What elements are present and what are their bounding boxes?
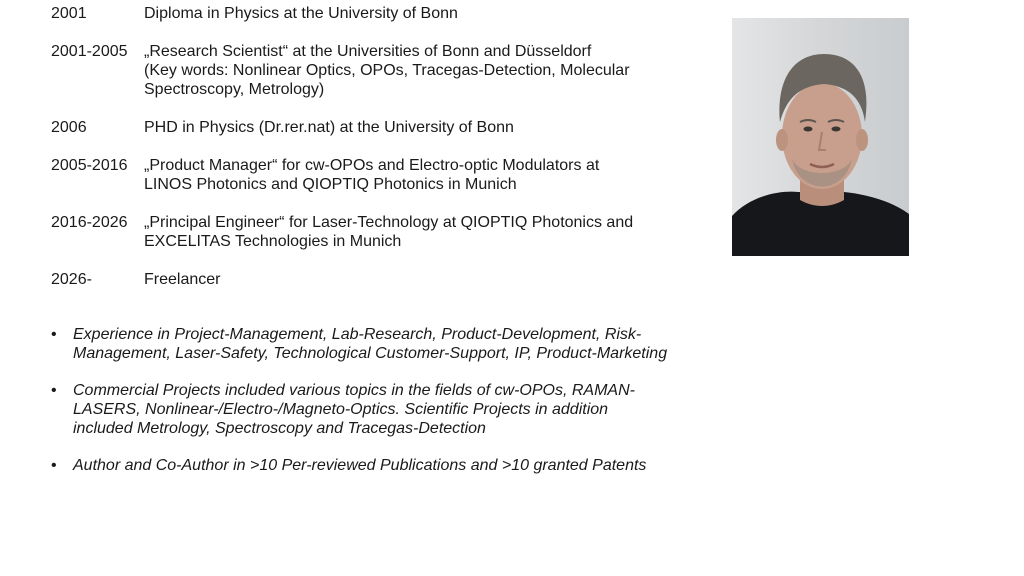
entry-line: PHD in Physics (Dr.rer.nat) at the University of Bonn <box>144 119 514 136</box>
entry-description <box>144 156 691 194</box>
entry-description <box>144 118 691 137</box>
bullet-line: included Metrology, Spectroscopy and Tracegas-Detection <box>73 420 486 437</box>
bullet-line: Experience in Project-Management, Lab-Research, Product-Development, Risk- <box>73 326 642 343</box>
bullet-line: Management, Laser-Safety, Technological Customer-Support, IP, Product-Marketing <box>73 345 668 362</box>
bullet-text <box>73 456 731 475</box>
entry-line: „Principal Engineer“ for Laser-Technology at QIOPTIQ Photonics and <box>144 214 634 231</box>
entry-year: 2001 <box>51 5 87 22</box>
career-timeline <box>51 4 691 308</box>
bullet-text <box>73 325 731 363</box>
bullet-icon: • <box>51 457 57 474</box>
entry-line: „Product Manager“ for cw-OPOs and Electro-optic Modulators at <box>144 157 600 174</box>
entry-line: „Research Scientist“ at the Universities of Bonn and Düsseldorf <box>144 43 592 60</box>
entry-year: 2016-2026 <box>51 214 128 231</box>
entry-line: Diploma in Physics at the University of Bonn <box>144 5 458 22</box>
bullet-icon: • <box>51 382 57 399</box>
bullet-line: Commercial Projects included various topics in the fields of cw-OPOs, RAMAN- <box>73 382 635 399</box>
entry-year: 2006 <box>51 119 87 136</box>
bullet-line: LASERS, Nonlinear-/Electro-/Magneto-Optics. Scientific Projects in addition <box>73 401 609 418</box>
list-item <box>51 325 731 363</box>
entry-description <box>144 270 691 289</box>
entry-line: Freelancer <box>144 271 221 288</box>
entry-line: (Key words: Nonlinear Optics, OPOs, Tracegas-Detection, Molecular <box>144 62 630 79</box>
entry-year: 2001-2005 <box>51 43 128 60</box>
entry-line: LINOS Photonics and QIOPTIQ Photonics in Munich <box>144 176 517 193</box>
timeline-entry <box>51 270 691 289</box>
bullet-icon: • <box>51 326 57 343</box>
entry-description <box>144 213 691 251</box>
timeline-entry <box>51 42 691 99</box>
entry-year: 2005-2016 <box>51 157 128 174</box>
list-item <box>51 381 731 438</box>
timeline-entry <box>51 156 691 194</box>
entry-line: EXCELITAS Technologies in Munich <box>144 233 402 250</box>
timeline-entry <box>51 118 691 137</box>
entry-year: 2026- <box>51 271 92 288</box>
list-item <box>51 456 731 475</box>
entry-description <box>144 4 691 23</box>
portrait-illustration <box>732 18 909 256</box>
highlights-list <box>51 325 731 493</box>
timeline-entry <box>51 213 691 251</box>
timeline-entry <box>51 4 691 23</box>
portrait-photo <box>732 18 909 256</box>
bullet-line: Author and Co-Author in >10 Per-reviewed Publications and >10 granted Patents <box>73 457 647 474</box>
entry-description <box>144 42 691 99</box>
entry-line: Spectroscopy, Metrology) <box>144 81 325 98</box>
bullet-text <box>73 381 731 438</box>
